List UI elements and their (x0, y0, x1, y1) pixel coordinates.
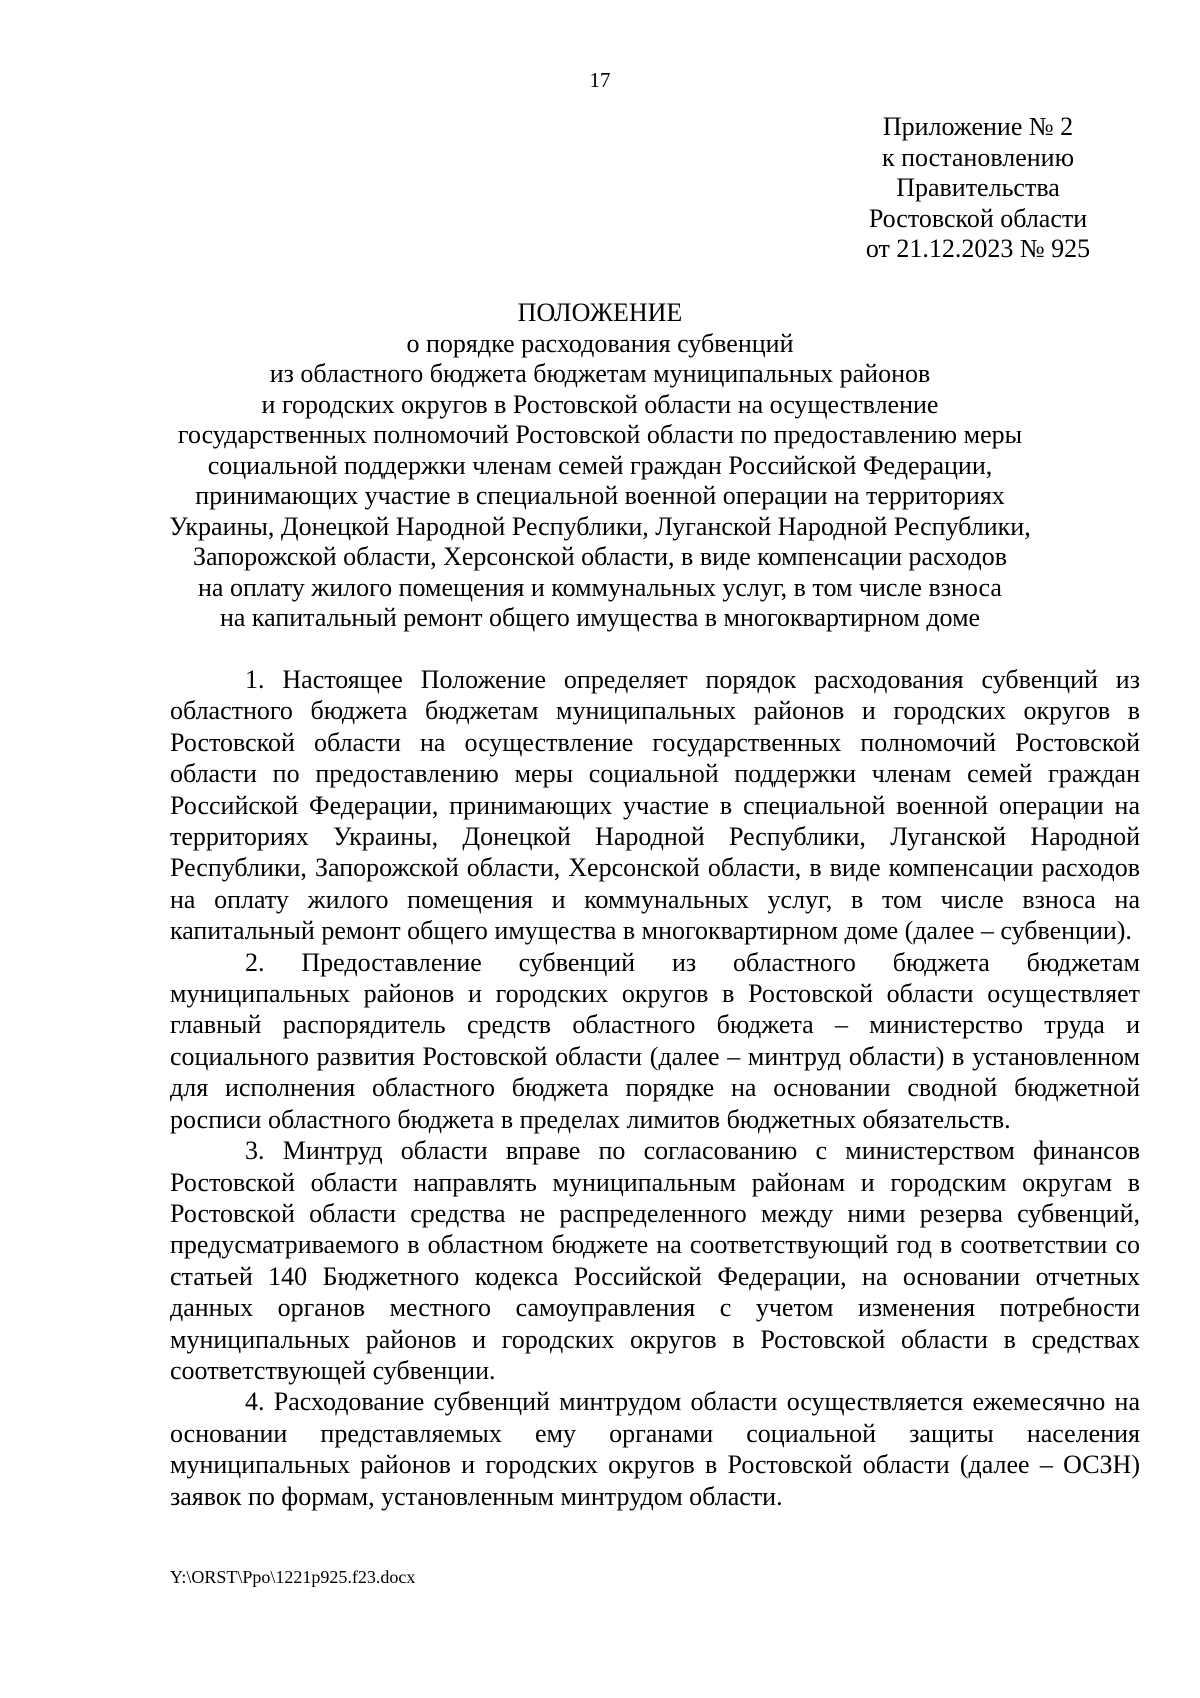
title-line: Запорожской области, Херсонской области, в виде компенсации расходов (192, 542, 1008, 571)
appendix-line: Правительства (896, 173, 1060, 202)
title-line: на капитальный ремонт общего имущества в многоквартирном доме (219, 603, 981, 632)
title-line: из областного бюджета бюджетам муниципальных районов (269, 359, 931, 388)
footer-file-path: Y:\ORST\Ppo\1221p925.f23.docx (170, 1567, 416, 1587)
page-number: 17 (589, 68, 611, 92)
paragraph-4: 4. Расходование субвенций минтрудом области осуществляется ежемесячно на основании представляемых ему органами социальной защиты населения муниципальных районов и городских округов в Ростовской области (далее – ОСЗН) заявок по формам, установленным минтрудом области. (170, 1387, 1140, 1511)
title-line: принимающих участие в специальной военной операции на территориях (195, 481, 1005, 510)
title-line: Украины, Донецкой Народной Республики, Луганской Народной Республики, (169, 511, 1031, 541)
appendix-line: Приложение № 2 (882, 112, 1074, 141)
title-line: и городских округов в Ростовской области на осуществление (261, 389, 939, 419)
appendix-line: к постановлению (881, 142, 1075, 172)
document-body (170, 664, 1140, 1512)
document-title-block (150, 298, 1050, 634)
appendix-line: от 21.12.2023 № 925 (865, 234, 1091, 263)
title-line: на оплату жилого помещения и коммунальных услуг, в том числе взноса (198, 572, 1002, 602)
paragraph-3: 3. Минтруд области вправе по согласованию с министерством финансов Ростовской области направлять муниципальным районам и городским округам в Ростовской области средства не распределенного между ними резерва субвенций, предусматриваемого в областном бюджете на соответствующий год в соответствии со статьей 140 Бюджетного кодекса Российской Федерации, на основании отчетных данных органов местного самоуправления с учетом изменения потребности муниципальных районов и городских округов в Ростовской области в средствах соответствующей субвенции. (170, 1136, 1140, 1385)
paragraph-2: 2. Предоставление субвенций из областного бюджета бюджетам муниципальных районов и городских округов в Ростовской области осуществляет главный распорядитель средств областного бюджета – министерство труда и социального развития Ростовской области (далее – минтруд области) в установленном для исполнения областного бюджета порядке на основании сводной бюджетной росписи областного бюджета в пределах лимитов бюджетных обязательств. (170, 947, 1140, 1134)
title-line: о порядке расходования субвенций (406, 328, 794, 358)
title-line: государственных полномочий Ростовской области по предоставлению меры (177, 420, 1023, 449)
title-line: социальной поддержки членам семей граждан Российской Федерации, (207, 450, 993, 480)
appendix-block (828, 112, 1128, 265)
document-heading: ПОЛОЖЕНИЕ (517, 298, 683, 327)
appendix-line: Ростовской области (868, 203, 1088, 233)
paragraph-1: 1. Настоящее Положение определяет порядок расходования субвенций из областного бюджета бюджетам муниципальных районов и городских округов в Ростовской области на осуществление государственных полномочий Ростовской области по предоставлению меры социальной поддержки членам семей граждан Российской Федерации, принимающих участие в специальной военной операции на территориях Украины, Донецкой Народной Республики, Луганской Народной Республики, Запорожской области, Херсонской области, в виде компенсации расходов на оплату жилого помещения и коммунальных услуг, в том числе взноса на капитальный ремонт общего имущества в многоквартирном доме (далее – субвенции). (170, 665, 1140, 946)
